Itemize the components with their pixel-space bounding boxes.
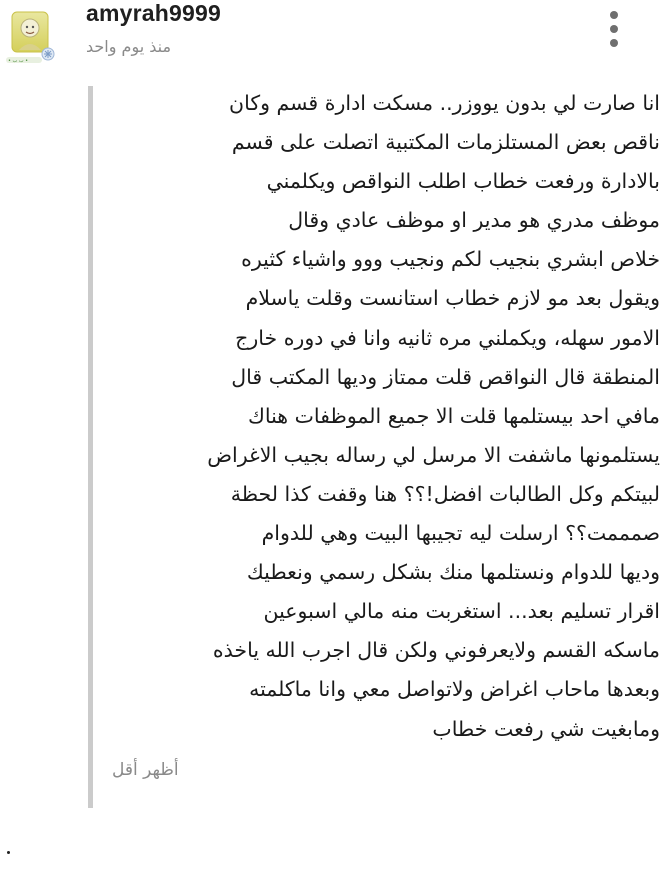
- comment-line: بالادارة ورفعت خطاب اطلب النواقص ويكلمني: [266, 169, 660, 194]
- comment-line: وبعدها ماحاب اغراض ولاتواصل معي وانا ماكلمته: [249, 677, 660, 702]
- more-options-button[interactable]: [596, 4, 632, 54]
- snapchat-avatar-icon: [4, 10, 56, 68]
- comment-line: وديها للدوام ونستلمها منك بشكل رسمي ونعطيك: [246, 560, 660, 585]
- comment-line: ويقول بعد مو لازم خطاب استانست وقلت ياسلام: [245, 286, 660, 311]
- footer-dot: [7, 851, 10, 854]
- svg-text:• ب ب •: • ب ب •: [8, 58, 29, 64]
- comment-line: مافي احد بيستلمها قلت الا جميع الموظفات هناك: [247, 403, 660, 428]
- comment-line: اقرار تسليم بعد... استغربت منه مالي اسبوعين: [263, 599, 660, 624]
- vertical-ellipsis-icon: [596, 4, 632, 54]
- comment-line: يستلمونها ماشفت الا مرسل لي رساله بجيب الاغراض: [207, 442, 660, 467]
- comment-line: موظف مدري هو مدير او موظف عادي وقال: [288, 208, 660, 233]
- comment-line: خلاص ابشري بنجيب لكم ونجيب ووو واشياء كثيره: [241, 247, 660, 272]
- comment-line: ماسكه القسم ولايعرفوني ولكن قال اجرب الله ياخذه: [212, 638, 660, 663]
- comment-line: لبيتكم وكل الطالبات افضل!؟؟ هنا وقفت كذا لحظة: [230, 481, 660, 506]
- comment-line: ناقص بعض المستلزمات المكتبية اتصلت على قسم: [231, 130, 660, 155]
- comment-line: الامور سهله، ويكملني مره ثانيه وانا في دوره خارج: [235, 325, 660, 350]
- comment-body: [104, 84, 660, 749]
- show-less-button[interactable]: أظهر أقل: [112, 760, 179, 780]
- comment-line: صمممت؟؟ ارسلت ليه تجيبها البيت وهي للدوام: [261, 521, 660, 546]
- comment-line: ومابغيت شي رفعت خطاب: [432, 716, 660, 741]
- comment-line: المنطقة قال النواقص قلت ممتاز وديها المكتب قال: [231, 364, 660, 389]
- quote-bar: [88, 86, 93, 808]
- timestamp: منذ يوم واحد: [86, 37, 172, 56]
- user-avatar[interactable]: [4, 10, 56, 68]
- comment-line: انا صارت لي بدون يووزر.. مسكت ادارة قسم وكان: [229, 91, 660, 115]
- username[interactable]: amyrah9999: [86, 0, 221, 26]
